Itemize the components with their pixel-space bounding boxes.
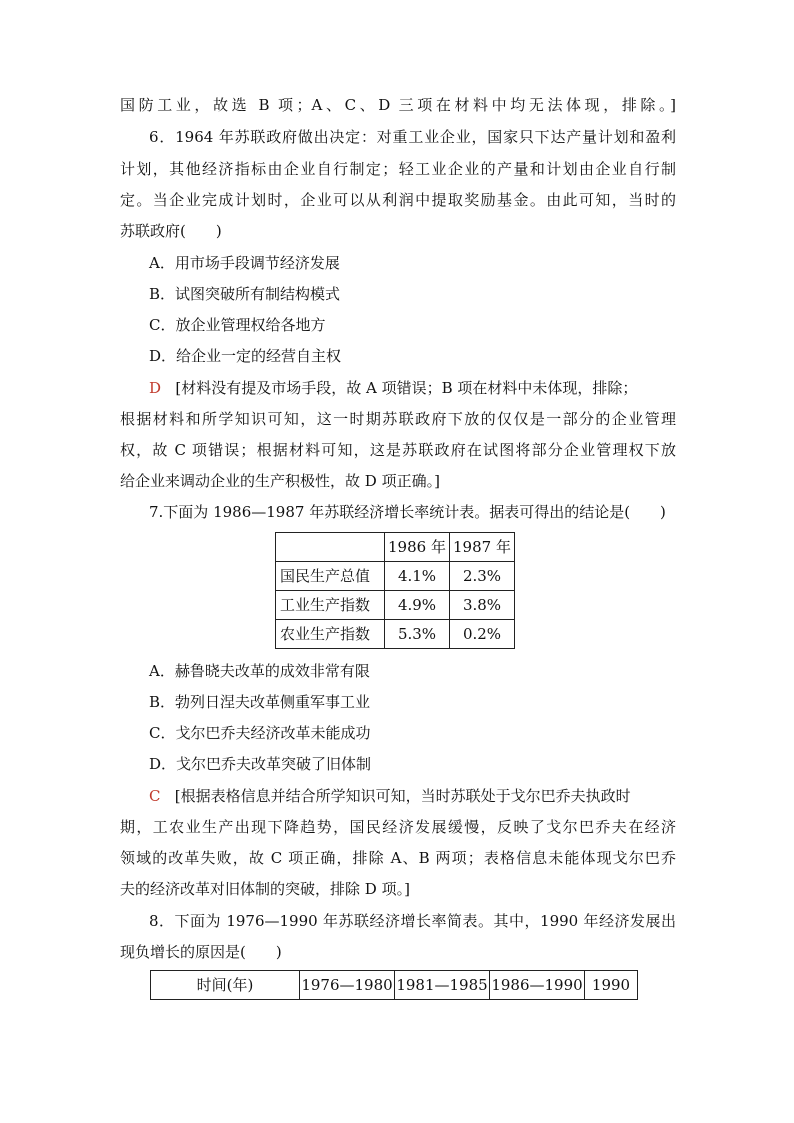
table-cell: 4.9% [385,591,450,620]
q7-explanation-line-1: [根据表格信息并结合所学知识可知，当时苏联处于戈尔巴乔夫执政时 [174,787,631,805]
q6-stem-line-4: 苏联政府( ) [120,222,222,240]
q6-option-a: A．用市场手段调节经济发展 [149,254,340,272]
q8-growth-table [150,970,638,1000]
table-cell: 3.8% [450,591,515,620]
table-cell: 2.3% [450,562,515,591]
q7-answer-line [149,786,676,806]
q7-option-d: D．戈尔巴乔夫改革突破了旧体制 [149,755,372,773]
q7-explanation-line-3: 领域的改革失败，故 C 项正确，排除 A、B 两项；表格信息未能体现戈尔巴乔 [120,849,676,867]
table-row-label: 国民生产总值 [276,562,385,591]
q7-option-b: B．勃列日涅夫改革侧重军事工业 [149,693,371,711]
q7-stem: 7.下面为 1986—1987 年苏联经济增长率统计表。据表可得出的结论是( ) [149,503,666,521]
q7-option-a: A．赫鲁晓夫改革的成效非常有限 [149,662,370,680]
table-header-cell: 1976—1980 [300,971,395,1000]
table-row [276,562,515,591]
q7-option-c: C．戈尔巴乔夫经济改革未能成功 [149,724,371,742]
table-header-cell [276,533,385,562]
q6-explanation-line-1: [材料没有提及市场手段，故 A 项错误；B 项在材料中未体现，排除； [175,379,638,397]
table-cell: 4.1% [385,562,450,591]
q6-stem-line-2: 计划，其他经济指标由企业自行制定；轻工业企业的产量和计划由企业自行制 [120,160,676,178]
table-row-label: 工业生产指数 [276,591,385,620]
q8-stem-line-1: 8．下面为 1976—1990 年苏联经济增长率简表。其中，1990 年经济发展出 [149,912,676,930]
table-header-row [276,533,515,562]
q7-explanation-line-2: 期，工农业生产出现下降趋势，国民经济发展缓慢，反映了戈尔巴乔夫在经济 [120,818,676,836]
table-cell: 0.2% [450,620,515,649]
table-header-cell: 1987 年 [450,533,515,562]
q6-explanation-line-2: 根据材料和所学知识可知，这一时期苏联政府下放的仅仅是一部分的企业管理 [120,410,676,428]
table-header-cell: 时间(年) [151,971,300,1000]
table-row-label: 农业生产指数 [276,620,385,649]
table-header-cell: 1986 年 [385,533,450,562]
table-header-row [151,971,638,1000]
q6-option-b: B．试图突破所有制结构模式 [149,285,341,303]
q6-answer-letter: D [149,379,162,397]
table-row [276,591,515,620]
table-cell: 5.3% [385,620,450,649]
q6-answer-line [149,378,676,398]
table-header-cell: 1986—1990 [490,971,585,1000]
q6-stem-line-3: 定。当企业完成计划时，企业可以从利润中提取奖励基金。由此可知，当时的 [120,191,676,209]
q6-option-d: D．给企业一定的经营自主权 [149,347,342,365]
table-header-cell: 1990 [585,971,638,1000]
q6-stem-line-1: 6．1964 年苏联政府做出决定：对重工业企业，国家只下达产量计划和盈利 [149,128,676,146]
q7-explanation-line-4: 夫的经济改革对旧体制的突破，排除 D 项。] [120,880,410,898]
table-header-cell: 1981—1985 [395,971,490,1000]
q8-stem-line-2: 现负增长的原因是( ) [120,943,282,961]
table-row [276,620,515,649]
q7-growth-table [275,532,515,649]
q6-explanation-line-4: 给企业来调动企业的生产积极性，故 D 项正确。] [120,472,440,490]
q6-option-c: C．放企业管理权给各地方 [149,316,326,334]
q6-explanation-line-3: 权，故 C 项错误；根据材料可知，这是苏联政府在试图将部分企业管理权下放 [120,441,676,459]
q7-answer-letter: C [149,787,161,805]
prev-answer-tail: 国防工业，故选 B 项；A、C、D 三项在材料中均无法体现，排除。] [120,96,676,114]
